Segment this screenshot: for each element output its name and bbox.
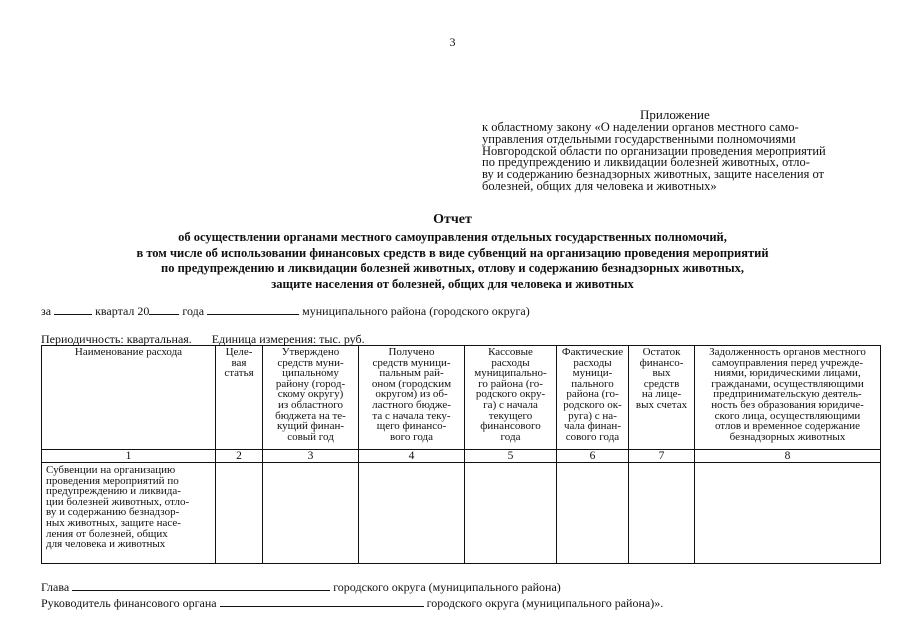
appendix-line: к областному закону «О наделении органов местного само- [482, 120, 799, 134]
column-number: 2 [216, 450, 263, 463]
head-suffix: городского округа (муниципального района) [333, 580, 561, 594]
table-row [42, 463, 881, 564]
cell-cash-expenses[interactable] [465, 463, 557, 564]
cell-received-funds[interactable] [359, 463, 465, 564]
appendix-line: болезней, общих для человека и животных» [482, 178, 717, 193]
page-number: 3 [449, 35, 456, 49]
column-number: 7 [629, 450, 695, 463]
quarter-blank[interactable] [54, 304, 92, 315]
unit-label: Единица измерения: тыс. руб. [211, 332, 365, 346]
header-actual-expenses: Фактические расходы муници- пального района (го- родского ок- руга) с на- чала финан- сового года [557, 346, 629, 450]
column-number: 5 [465, 450, 557, 463]
column-number: 4 [359, 450, 465, 463]
column-number: 8 [695, 450, 881, 463]
period-district-label: муниципального района (городского округа) [302, 304, 530, 318]
cell-target-article[interactable] [216, 463, 263, 564]
period-za-label: за [41, 304, 52, 318]
report-meta [41, 333, 365, 345]
column-number-row [42, 450, 881, 463]
cell-debt[interactable] [695, 463, 881, 564]
year-blank[interactable] [149, 304, 179, 315]
table-header-row [42, 346, 881, 450]
periodicity-label: Периодичность: квартальная. [41, 332, 192, 346]
report-subtitle-line: по предупреждению и ликвидации болезней животных, отлову и содержанию безнадзорных животных, [161, 261, 744, 275]
signature-finance [41, 596, 663, 609]
report-subtitle-line: об осуществлении органами местного самоуправления отдельных государственных полномочий, [178, 230, 727, 244]
period-year-label: года [182, 304, 205, 318]
report-heading [0, 212, 905, 292]
header-debt: Задолженность органов местного самоуправления перед учрежде- ниями, юридическими лицами, гражданами, осуществляющими предпринимательскую деятель- ность без образования юридиче- ского лица, осуществляющими отлов и временное содержание безнадзорных животных [695, 346, 881, 450]
report-subtitle-line: в том числе об использовании финансовых средств в виде субвенций на организацию проведения мероприятий [136, 245, 769, 260]
report-title: Отчет [433, 212, 472, 227]
header-approved-funds: Утверждено средств муни- ципальному району (город- скому округу) из областного бюджета на те- кущий финан- совый год [263, 346, 359, 450]
head-label: Глава [41, 580, 70, 594]
column-number: 3 [263, 450, 359, 463]
appendix-text [482, 122, 886, 193]
signature-head [41, 580, 561, 593]
report-table [41, 345, 881, 564]
finance-suffix: городского округа (муниципального района)». [426, 596, 664, 610]
appendix-line: по предупреждению и ликвидации болезней животных, отло- [482, 155, 810, 170]
column-number: 1 [42, 450, 216, 463]
row-label-subventions: Субвенции на организацию проведения мероприятий по предупреждению и ликвида- ции болезней животных, отло- ву и содержанию безнадзор- ных животных, защите насе- ления от болезней, общих для человека и животных [42, 463, 216, 564]
cell-actual-expenses[interactable] [557, 463, 629, 564]
header-expense-name: Наименование расхода [42, 346, 216, 450]
header-received-funds: Получено средств муници- пальным рай- оном (городским округом) из об- ластного бюдже- та с начала теку- щего финансо- вого года [359, 346, 465, 450]
finance-signature-blank[interactable] [220, 596, 424, 607]
head-signature-blank[interactable] [72, 580, 330, 591]
finance-label: Руководитель финансового органа [41, 596, 217, 610]
appendix-line: Новгородской области по организации проведения мероприятий [482, 143, 826, 158]
report-subtitle-line: защите населения от болезней, общих для человека и животных [271, 276, 634, 291]
column-number: 6 [557, 450, 629, 463]
district-blank[interactable] [207, 304, 299, 315]
header-target-article: Целе- вая статья [216, 346, 263, 450]
header-cash-expenses: Кассовые расходы муниципально- го района (го- родского окру- га) с начала текущего финансового года [465, 346, 557, 450]
appendix-title: Приложение [640, 107, 710, 122]
cell-balance[interactable] [629, 463, 695, 564]
appendix-line: ву и содержанию безнадзорных животных, защите населения от [482, 167, 824, 182]
header-balance: Остаток финансо- вых средств на лице- вых счетах [629, 346, 695, 450]
appendix-line: управления отдельными государственными полномочиями [482, 131, 796, 146]
cell-approved-funds[interactable] [263, 463, 359, 564]
period-line [41, 304, 530, 317]
period-quarter-label: квартал 20 [95, 304, 150, 318]
